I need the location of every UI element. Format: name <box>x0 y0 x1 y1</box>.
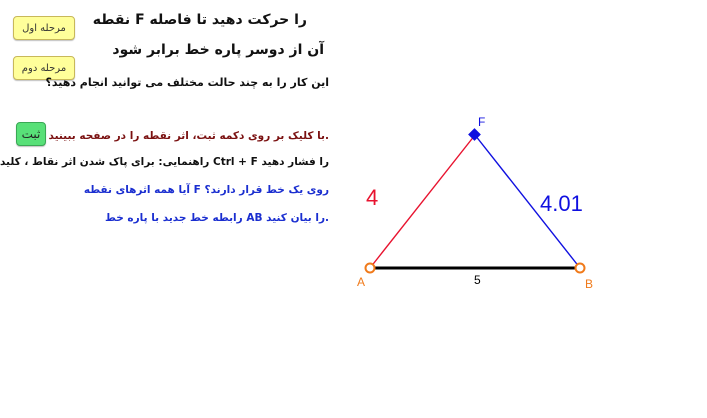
question-text: این کار را به چند حالت مختلف می توانید انجام دهید؟ <box>45 76 329 89</box>
point-B-marker[interactable] <box>576 264 585 273</box>
label-B: B <box>585 277 594 291</box>
instruction-line-4: .را بیان کنید AB رابطه خط جدید با پاره خط <box>104 212 329 224</box>
record-button[interactable]: ثبت <box>16 122 46 146</box>
segment-AF[interactable] <box>370 135 475 268</box>
length-BF: 4.01 <box>540 191 583 216</box>
instruction-line-1: .با کلیک بر روی دکمه ثبت، اثر نقطه را در صفحه ببینید <box>48 130 329 142</box>
stage2-button[interactable]: مرحله دوم <box>13 56 75 80</box>
title-line-2: آن از دوسر پاره خط برابر شود <box>112 42 324 58</box>
instruction-line-3: روی یک خط قرار دارند؟ F آیا همه اثرهای نقطه <box>83 184 329 196</box>
label-F: F <box>478 115 486 129</box>
label-A: A <box>357 275 366 289</box>
point-A-marker[interactable] <box>366 264 375 273</box>
instruction-line-2: را فشار دهید Ctrl + F راهنمایی: برای پاک شدن اثر نقاط ، کلید <box>0 156 329 168</box>
length-AF: 4 <box>366 185 379 210</box>
title-line-1: را حرکت دهید تا فاصله F نقطه <box>92 12 307 28</box>
length-AB: 5 <box>474 273 481 287</box>
stage1-button[interactable]: مرحله اول <box>13 16 75 40</box>
